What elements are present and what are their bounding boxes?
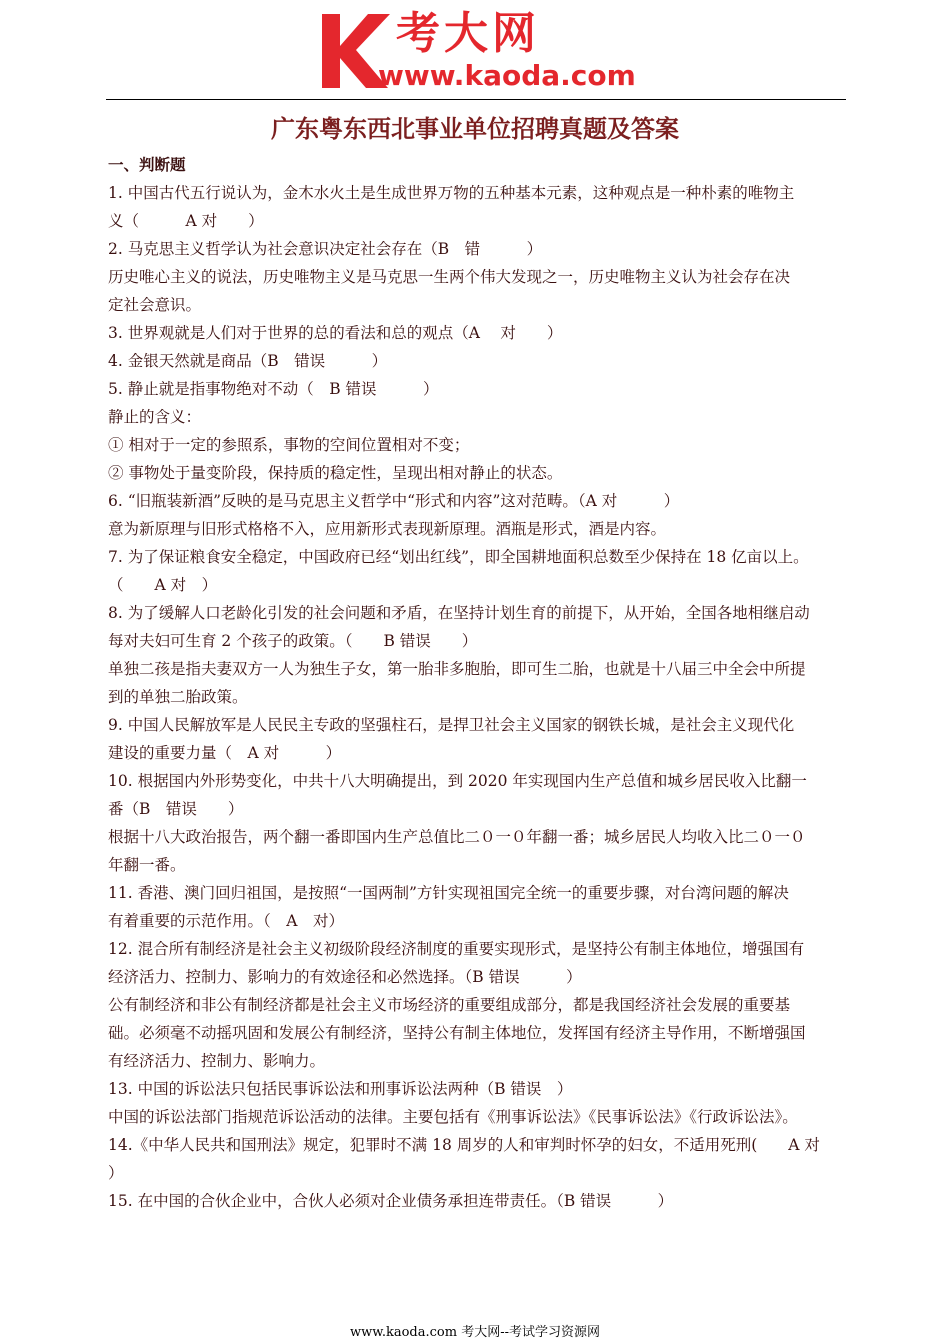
kaoda-logo	[318, 8, 648, 92]
text-line: 7. 为了保证粮食安全稳定，中国政府已经“划出红线”，即全国耕地面积总数至少保持在 18 亿亩以上。	[108, 548, 809, 566]
text-line: 年翻一番。	[108, 856, 186, 874]
text-line: 11. 香港、澳门回归祖国，是按照“一国两制”方针实现祖国完全统一的重要步骤，对台湾问题的解决	[108, 884, 789, 902]
text-line: 4. 金银天然就是商品（B 错误 ）	[108, 352, 388, 370]
text-line: 历史唯心主义的说法，历史唯物主义是马克思一生两个伟大发现之一，历史唯物主义认为社会存在决	[108, 268, 791, 286]
text-line: 3. 世界观就是人们对于世界的总的看法和总的观点（A 对 ）	[108, 324, 563, 342]
text-line: 经济活力、控制力、影响力的有效途径和必然选择。（B 错误 ）	[108, 968, 582, 986]
text-line: 中国的诉讼法部门指规范诉讼活动的法律。主要包括有《刑事诉讼法》《民事诉讼法》《行政诉讼法》。	[108, 1108, 798, 1126]
text-line: 有经济活力、控制力、影响力。	[108, 1052, 326, 1070]
text-line: 建设的重要力量（ A 对 ）	[108, 744, 342, 762]
page-footer: www.kaoda.com 考大网--考试学习资源网	[350, 1325, 600, 1340]
text-line: 单独二孩是指夫妻双方一人为独生子女，第一胎非多胞胎，即可生二胎，也就是十八届三中全会中所提	[108, 660, 806, 678]
text-line: 静止的含义：	[108, 408, 202, 426]
text-line: 根据十八大政治报告，两个翻一番即国内生产总值比二０一０年翻一番；城乡居民人均收入比二０一０	[108, 828, 806, 846]
question-list	[108, 181, 853, 1214]
text-line: 础。必须毫不动摇巩固和发展公有制经济，坚持公有制主体地位，发挥国有经济主导作用，不断增强国	[108, 1024, 806, 1042]
text-line: ① 相对于一定的参照系，事物的空间位置相对不变；	[108, 436, 470, 454]
text-line: 有着重要的示范作用。（ A 对）	[108, 912, 344, 930]
text-line: 14.《中华人民共和国刑法》规定，犯罪时不满 18 周岁的人和审判时怀孕的妇女，不适用死刑( A 对	[108, 1136, 820, 1154]
text-line: 12. 混合所有制经济是社会主义初级阶段经济制度的重要实现形式，是坚持公有制主体地位，增强国有	[108, 940, 805, 958]
header-divider	[106, 99, 846, 100]
text-line: 意为新原理与旧形式格格不入，应用新形式表现新原理。酒瓶是形式，酒是内容。	[108, 520, 667, 538]
text-line: 6. “旧瓶装新酒”反映的是马克思主义哲学中“形式和内容”这对范畴。（A 对 ）	[108, 492, 680, 510]
text-line: ）	[108, 1164, 124, 1182]
text-line: 定社会意识。	[108, 296, 202, 314]
document-body	[108, 152, 853, 1217]
text-line: 9. 中国人民解放军是人民民主专政的坚强柱石，是捍卫社会主义国家的钢铁长城，是社会主义现代化	[108, 716, 795, 734]
text-line: ② 事物处于量变阶段，保持质的稳定性，呈现出相对静止的状态。	[108, 464, 563, 482]
text-line: 公有制经济和非公有制经济都是社会主义市场经济的重要组成部分，都是我国经济社会发展的重要基	[108, 996, 791, 1014]
text-line: 5. 静止就是指事物绝对不动（ B 错误 ）	[108, 380, 439, 398]
text-line: 1. 中国古代五行说认为，金木水火土是生成世界万物的五种基本元素，这种观点是一种朴素的唯物主	[108, 184, 795, 202]
text-line: 义（ A 对 ）	[108, 212, 264, 230]
document-title: 广东粤东西北事业单位招聘真题及答案	[271, 114, 679, 143]
text-line: 8. 为了缓解人口老龄化引发的社会问题和矛盾，在坚持计划生育的前提下，从开始，全国各地相继启动	[108, 604, 810, 622]
text-line: （ A 对 ）	[108, 576, 218, 594]
text-line: 2. 马克思主义哲学认为社会意识决定社会存在（B 错 ）	[108, 240, 543, 258]
section-heading: 一、判断题	[108, 155, 186, 174]
text-line: 到的单独二胎政策。	[108, 688, 248, 706]
text-line: 番（B 错误 ）	[108, 800, 244, 818]
logo-url: www.kaoda.com	[378, 59, 636, 92]
text-line: 13. 中国的诉讼法只包括民事诉讼法和刑事诉讼法两种（B 错误 ）	[108, 1080, 573, 1098]
text-line: 15. 在中国的合伙企业中，合伙人必须对企业债务承担连带责任。（B 错误 ）	[108, 1192, 674, 1210]
text-line: 每对夫妇可生育 2 个孩子的政策。（ B 错误 ）	[108, 632, 478, 650]
logo-title: 考大网	[396, 8, 540, 59]
text-line: 10. 根据国内外形势变化，中共十八大明确提出，到 2020 年实现国内生产总值和城乡居民收入比翻一	[108, 772, 807, 790]
